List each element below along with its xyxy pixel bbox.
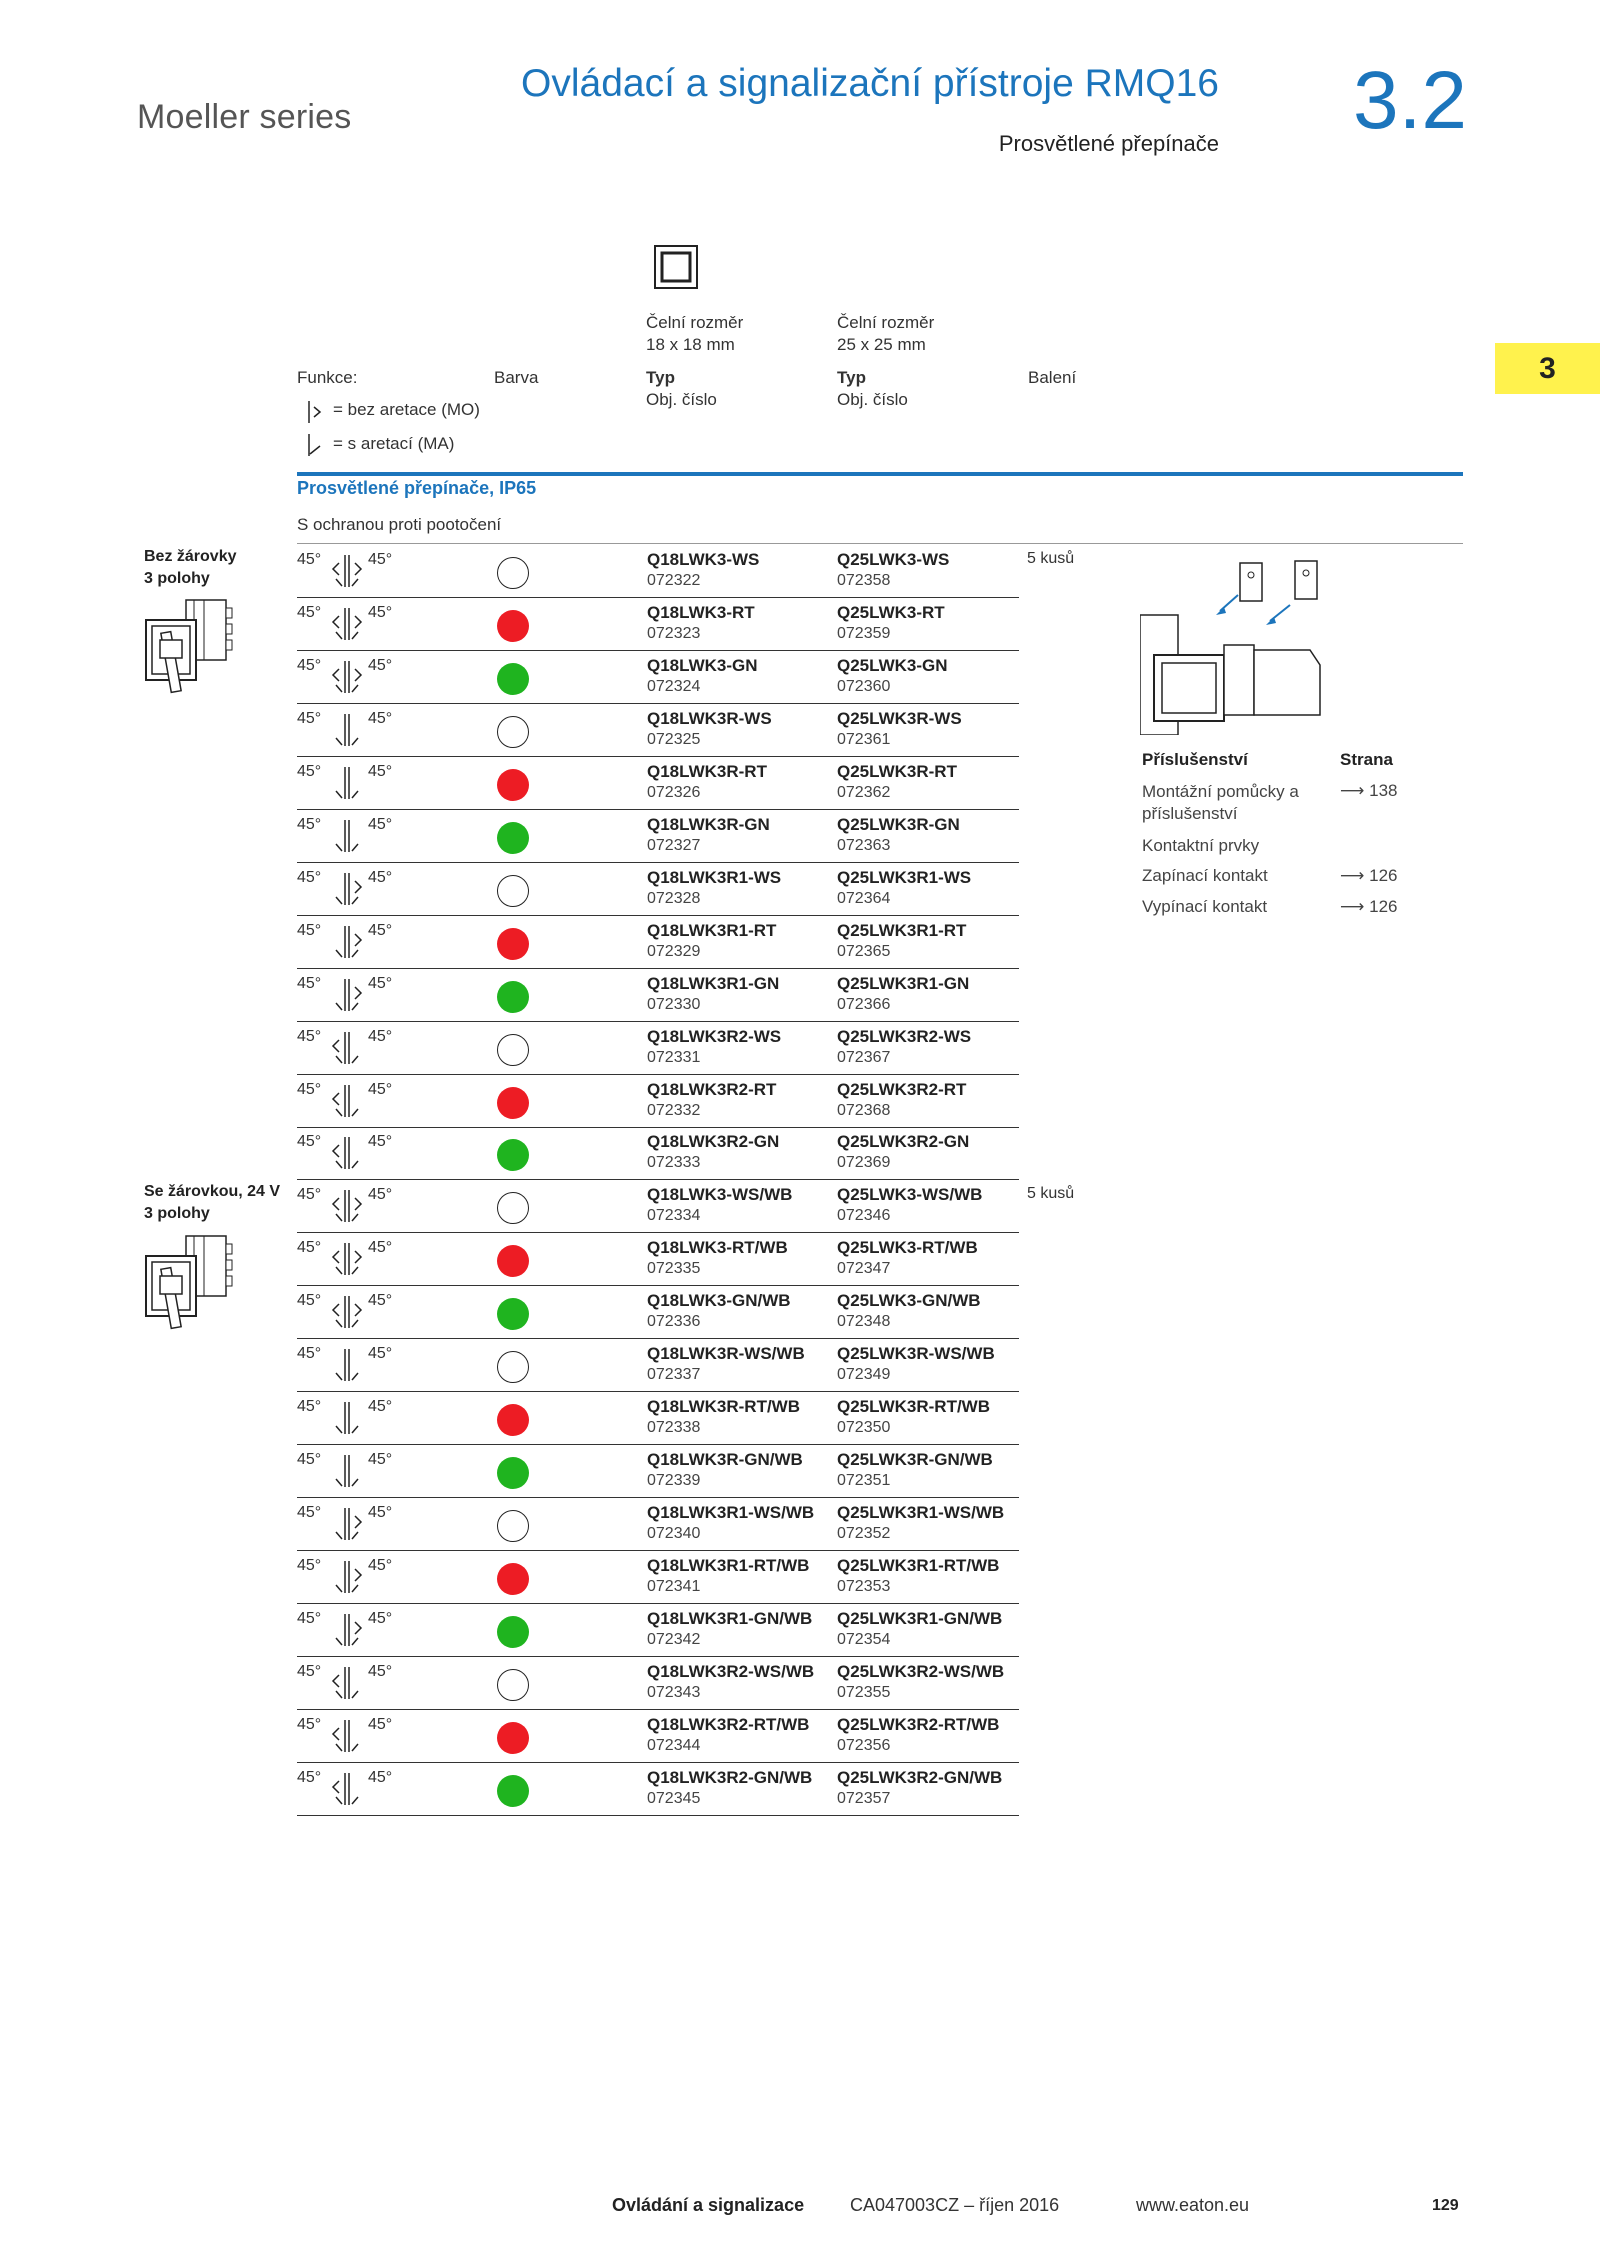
switch-function-icon [330, 712, 364, 748]
angle-left: 45° [297, 1080, 322, 1098]
angle-right: 45° [368, 1451, 393, 1469]
order-25mm: 072364 [837, 889, 891, 907]
lamp-color-white [497, 875, 529, 907]
lamp-color-green [497, 1775, 529, 1807]
order-25mm: 072367 [837, 1048, 891, 1066]
angle-left: 45° [297, 1557, 322, 1575]
table-row [297, 1075, 1019, 1128]
type-18mm[interactable]: Q18LWK3R2-RT/WB [647, 1714, 810, 1734]
type-18mm[interactable]: Q18LWK3R2-WS [647, 1026, 782, 1046]
page-heading: Strana [1340, 750, 1393, 769]
angle-right: 45° [368, 656, 393, 674]
lamp-color-white [497, 557, 529, 589]
angle-left: 45° [297, 974, 322, 992]
angle-right: 45° [368, 974, 393, 992]
order-18mm: 072342 [647, 1631, 701, 1648]
order-label-18: Obj. číslo [646, 390, 717, 409]
switch-function-icon [330, 765, 364, 801]
angle-right: 45° [368, 1292, 393, 1310]
type-25mm[interactable]: Q25LWK3-WS/WB [837, 1185, 983, 1205]
accessories-heading: Příslušenství [1142, 750, 1248, 769]
switch-function-icon [330, 1400, 364, 1436]
brand-name: Moeller series [137, 98, 352, 136]
angle-left: 45° [297, 603, 322, 621]
table-row [297, 810, 1019, 863]
type-25mm[interactable]: Q25LWK3R2-WS/WB [837, 1661, 1005, 1681]
order-25mm: 072368 [837, 1101, 891, 1119]
switch-function-icon [330, 1506, 364, 1542]
order-18mm: 072334 [647, 1207, 701, 1225]
order-25mm: 072354 [837, 1631, 891, 1648]
group-label-with-lamp [144, 1181, 280, 1225]
accessory-item-mounting[interactable]: Montážní pomůcky a příslušenství [1142, 782, 1299, 823]
type-18mm[interactable]: Q18LWK3-RT [647, 602, 755, 622]
packaging-label: Balení [1028, 368, 1077, 387]
angle-right: 45° [368, 815, 393, 833]
table-row [297, 1498, 1019, 1551]
angle-right: 45° [368, 1768, 393, 1786]
table-row [297, 1710, 1019, 1763]
angle-left: 45° [297, 1398, 322, 1416]
order-25mm: 072347 [837, 1260, 891, 1278]
type-25mm[interactable]: Q25LWK3R1-RT/WB [837, 1556, 1000, 1576]
switch-function-icon [330, 977, 364, 1013]
col1-dim-label: Čelní rozměr [646, 313, 744, 332]
col1-dim-value: 18 x 18 mm [646, 335, 735, 354]
angle-right: 45° [368, 762, 393, 780]
type-18mm[interactable]: Q18LWK3R1-GN [647, 973, 780, 993]
table-row [297, 545, 1075, 598]
order-25mm: 072365 [837, 942, 891, 960]
type-25mm[interactable]: Q25LWK3R1-WS [837, 867, 972, 887]
order-18mm: 072339 [647, 1472, 701, 1490]
angle-left: 45° [297, 1027, 322, 1045]
angle-right: 45° [368, 1715, 393, 1733]
angle-right: 45° [368, 921, 393, 939]
type-25mm[interactable]: Q25LWK3R1-GN/WB [837, 1609, 1003, 1628]
type-18mm[interactable]: Q18LWK3R-RT/WB [647, 1397, 800, 1417]
lamp-color-white [497, 1351, 529, 1383]
packaging-qty: 5 kusů [1027, 1185, 1075, 1203]
return-arrow-icon [306, 399, 324, 425]
function-label: Funkce: [297, 368, 358, 387]
angle-left: 45° [297, 1292, 322, 1310]
type-18mm[interactable]: Q18LWK3R-WS [647, 708, 772, 728]
switch-function-icon [330, 1294, 364, 1330]
order-25mm: 072369 [837, 1154, 891, 1172]
table-row [297, 863, 1019, 916]
angle-right: 45° [368, 1504, 393, 1522]
order-25mm: 072355 [837, 1683, 891, 1701]
right-arrow-icon: ⟶ [1340, 866, 1365, 885]
type-18mm[interactable]: Q18LWK3R-GN [647, 814, 770, 834]
angle-right: 45° [368, 1557, 393, 1575]
type-18mm[interactable]: Q18LWK3-GN [647, 655, 758, 675]
legend-mo: = bez aretace (MO) [333, 400, 480, 419]
page-title: Ovládací a signalizační přístroje RMQ16 [521, 62, 1219, 105]
chapter-tab[interactable]: 3 [1495, 343, 1600, 394]
type-25mm[interactable]: Q25LWK3R-RT/WB [837, 1397, 990, 1417]
selector-switch-image [144, 590, 244, 720]
angle-left: 45° [297, 1504, 322, 1522]
type-25mm[interactable]: Q25LWK3R2-WS [837, 1026, 972, 1046]
lamp-color-white [497, 1669, 529, 1701]
switch-function-icon [330, 1188, 364, 1224]
angle-left: 45° [297, 551, 322, 568]
type-25mm[interactable]: Q25LWK3R2-GN/WB [837, 1767, 1003, 1787]
group-title: Se žárovkou, 24 V [144, 1183, 281, 1200]
page-subtitle: Prosvětlené přepínače [998, 131, 1219, 156]
order-18mm: 072341 [647, 1578, 701, 1596]
switch-function-icon [330, 1771, 364, 1807]
lamp-color-green [497, 663, 529, 695]
footer-title: Ovládání a signalizace [612, 2195, 805, 2215]
angle-right: 45° [368, 1610, 393, 1627]
order-18mm: 072336 [647, 1313, 701, 1331]
order-25mm: 072356 [837, 1736, 891, 1754]
type-18mm[interactable]: Q18LWK3R-WS/WB [647, 1344, 805, 1364]
group-positions: 3 polohy [144, 1205, 210, 1222]
type-25mm[interactable]: Q25LWK3R1-WS/WB [837, 1503, 1005, 1523]
table-row [297, 1180, 1075, 1233]
accessory-item-contacts: Kontaktní prvky [1142, 836, 1260, 855]
lamp-color-green [497, 1298, 529, 1330]
angle-left: 45° [297, 1768, 322, 1786]
color-label: Barva [494, 368, 539, 387]
order-18mm: 072323 [647, 624, 701, 642]
order-18mm: 072330 [647, 995, 701, 1013]
order-25mm: 072358 [837, 572, 891, 589]
angle-left: 45° [297, 1186, 322, 1204]
order-25mm: 072362 [837, 783, 891, 801]
angle-right: 45° [368, 1080, 393, 1098]
type-25mm[interactable]: Q25LWK3R2-GN [837, 1132, 970, 1152]
switch-function-icon [330, 1083, 364, 1119]
order-18mm: 072333 [647, 1154, 701, 1172]
accessory-item-make-contact[interactable]: Zapínací kontakt [1142, 866, 1268, 885]
angle-right: 45° [368, 868, 393, 886]
group-label-without-lamp [144, 546, 237, 590]
lamp-color-green [497, 981, 529, 1013]
order-18mm: 072328 [647, 889, 701, 907]
page-number: 129 [1432, 2197, 1459, 2214]
order-25mm: 072349 [837, 1366, 891, 1384]
table-row [297, 651, 1019, 704]
packaging-qty: 5 kusů [1027, 550, 1075, 567]
type-25mm[interactable]: Q25LWK3-WS [837, 550, 950, 569]
order-25mm: 072352 [837, 1525, 891, 1543]
switch-function-icon [330, 1135, 364, 1171]
footer-code: CA047003CZ – říjen 2016 [850, 2195, 1060, 2215]
type-18mm[interactable]: Q18LWK3-GN/WB [647, 1291, 791, 1311]
right-arrow-icon: ⟶ [1340, 781, 1365, 800]
type-25mm[interactable]: Q25LWK3-GN [837, 655, 948, 675]
order-18mm: 072343 [647, 1683, 701, 1701]
switch-function-icon [330, 606, 364, 642]
table-row [297, 969, 1019, 1022]
lamp-color-red [497, 769, 529, 801]
switch-function-icon [330, 1559, 364, 1595]
table-row [297, 916, 1019, 969]
table-row [297, 1445, 1019, 1498]
order-18mm: 072331 [647, 1048, 701, 1066]
type-25mm[interactable]: Q25LWK3-RT/WB [837, 1238, 978, 1258]
group-title: Bez žárovky [144, 548, 237, 565]
page-ref: 138 [1369, 781, 1398, 800]
page-ref: 126 [1369, 897, 1398, 916]
table-row [297, 757, 1019, 810]
table-row [297, 598, 1019, 651]
lamp-color-white [497, 1192, 529, 1224]
order-25mm: 072361 [837, 730, 891, 748]
type-25mm[interactable]: Q25LWK3R-GN [837, 814, 960, 834]
lamp-color-green [497, 822, 529, 854]
type-18mm[interactable]: Q18LWK3R1-WS/WB [647, 1503, 815, 1523]
col2-dim-value: 25 x 25 mm [837, 335, 926, 354]
accessory-page-break-contact[interactable] [1340, 897, 1397, 917]
type-18mm[interactable]: Q18LWK3R2-GN/WB [647, 1767, 813, 1787]
lamp-color-green [497, 1457, 529, 1489]
switch-function-icon [330, 659, 364, 695]
angle-left: 45° [297, 1239, 322, 1257]
lamp-color-red [497, 928, 529, 960]
angle-right: 45° [368, 603, 393, 621]
order-25mm: 072351 [837, 1472, 891, 1490]
angle-left: 45° [297, 1345, 322, 1363]
group-positions: 3 polohy [144, 570, 210, 587]
angle-right: 45° [368, 1186, 393, 1204]
angle-left: 45° [297, 1662, 322, 1680]
switch-function-icon [330, 1030, 364, 1066]
accessory-item-break-contact[interactable]: Vypínací kontakt [1142, 897, 1268, 916]
angle-left: 45° [297, 1610, 322, 1627]
lamp-color-red [497, 1245, 529, 1277]
type-label-25: Typ [837, 368, 866, 387]
table-row [297, 1551, 1019, 1604]
type-18mm[interactable]: Q18LWK3R2-RT [647, 1079, 777, 1099]
legend-ma: = s aretací (MA) [333, 434, 455, 453]
order-18mm: 072325 [647, 730, 701, 748]
type-25mm[interactable]: Q25LWK3R-WS [837, 708, 962, 728]
type-18mm[interactable]: Q18LWK3R2-GN [647, 1132, 780, 1152]
order-18mm: 072345 [647, 1789, 701, 1807]
order-18mm: 072332 [647, 1101, 701, 1119]
type-18mm[interactable]: Q18LWK3R2-WS/WB [647, 1661, 815, 1681]
square-front-icon [654, 245, 698, 289]
type-25mm[interactable]: Q25LWK3R1-RT [837, 920, 967, 940]
type-18mm[interactable]: Q18LWK3R-GN/WB [647, 1450, 803, 1470]
row-divider [297, 1815, 1019, 1816]
table-row [297, 1392, 1019, 1445]
lamp-color-white [497, 1510, 529, 1542]
selector-switch-lamp-image [144, 1226, 244, 1356]
lamp-color-green [497, 1616, 529, 1648]
angle-left: 45° [297, 1451, 322, 1469]
angle-right: 45° [368, 1027, 393, 1045]
lamp-color-white [497, 716, 529, 748]
type-25mm[interactable]: Q25LWK3R-GN/WB [837, 1450, 993, 1470]
angle-left: 45° [297, 762, 322, 780]
angle-left: 45° [297, 1133, 322, 1151]
table-row [297, 1657, 1019, 1710]
type-25mm[interactable]: Q25LWK3R-RT [837, 761, 957, 781]
lamp-color-red [497, 1563, 529, 1595]
order-18mm: 072344 [647, 1736, 701, 1754]
type-18mm[interactable]: Q18LWK3R1-WS [647, 867, 782, 887]
type-25mm[interactable]: Q25LWK3R2-RT [837, 1079, 967, 1099]
angle-left: 45° [297, 1715, 322, 1733]
order-18mm: 072322 [647, 572, 701, 589]
col2-dim-label: Čelní rozměr [837, 313, 935, 332]
switch-function-icon [330, 1347, 364, 1383]
section-number: 3.2 [1353, 55, 1467, 146]
angle-left: 45° [297, 868, 322, 886]
type-18mm[interactable]: Q18LWK3R1-GN/WB [647, 1609, 813, 1628]
lamp-color-red [497, 1722, 529, 1754]
angle-left: 45° [297, 921, 322, 939]
lamp-color-red [497, 1087, 529, 1119]
type-18mm[interactable]: Q18LWK3R1-RT/WB [647, 1556, 810, 1576]
order-18mm: 072337 [647, 1366, 701, 1384]
angle-right: 45° [368, 1133, 393, 1151]
table-row [297, 1339, 1019, 1392]
order-label-25: Obj. číslo [837, 390, 908, 409]
order-18mm: 072338 [647, 1419, 701, 1437]
switch-function-icon [330, 1241, 364, 1277]
table-row [297, 1763, 1019, 1816]
order-18mm: 072326 [647, 783, 701, 801]
switch-function-icon [330, 553, 364, 589]
order-25mm: 072350 [837, 1419, 891, 1437]
lamp-color-green [497, 1139, 529, 1171]
switch-function-icon [330, 1453, 364, 1489]
type-18mm[interactable]: Q18LWK3R1-RT [647, 920, 777, 940]
type-18mm[interactable]: Q18LWK3-RT/WB [647, 1238, 788, 1258]
accessory-page-make-contact[interactable] [1340, 866, 1397, 886]
type-25mm[interactable]: Q25LWK3R-WS/WB [837, 1344, 995, 1364]
switch-function-icon [330, 871, 364, 907]
section-divider [297, 472, 1463, 476]
type-18mm[interactable]: Q18LWK3-WS [647, 550, 760, 569]
accessory-page-mounting[interactable] [1340, 781, 1397, 801]
angle-right: 45° [368, 709, 393, 727]
type-label-18: Typ [646, 368, 675, 387]
lamp-color-white [497, 1034, 529, 1066]
table-row [297, 1233, 1019, 1286]
order-25mm: 072366 [837, 995, 891, 1013]
angle-right: 45° [368, 1662, 393, 1680]
assembly-illustration [1140, 555, 1360, 735]
angle-left: 45° [297, 656, 322, 674]
section-title: Prosvětlené přepínače, IP65 [297, 478, 537, 498]
right-arrow-icon: ⟶ [1340, 897, 1365, 916]
order-18mm: 072340 [647, 1525, 701, 1543]
lamp-color-red [497, 1404, 529, 1436]
latch-arrow-icon [306, 432, 324, 458]
type-25mm[interactable]: Q25LWK3-RT [837, 602, 945, 622]
table-row [297, 1604, 1019, 1657]
type-25mm[interactable]: Q25LWK3R1-GN [837, 973, 970, 993]
subsection-title: S ochranou proti pootočení [297, 515, 502, 534]
table-row [297, 704, 1019, 757]
type-18mm[interactable]: Q18LWK3-WS/WB [647, 1185, 793, 1205]
switch-function-icon [330, 1612, 364, 1648]
order-25mm: 072348 [837, 1313, 891, 1331]
order-25mm: 072363 [837, 836, 891, 854]
order-18mm: 072327 [647, 836, 701, 854]
lamp-color-red [497, 610, 529, 642]
switch-function-icon [330, 1665, 364, 1701]
order-18mm: 072329 [647, 942, 701, 960]
table-row [297, 1127, 1019, 1180]
type-18mm[interactable]: Q18LWK3R-RT [647, 761, 767, 781]
page-ref: 126 [1369, 866, 1398, 885]
order-25mm: 072359 [837, 624, 891, 642]
angle-right: 45° [368, 1239, 393, 1257]
angle-left: 45° [297, 709, 322, 727]
subsection-divider [297, 543, 1463, 544]
order-25mm: 072357 [837, 1789, 891, 1807]
order-18mm: 072324 [647, 677, 701, 695]
type-25mm[interactable]: Q25LWK3R2-RT/WB [837, 1714, 1000, 1734]
switch-function-icon [330, 818, 364, 854]
order-18mm: 072335 [647, 1260, 701, 1278]
order-25mm: 072360 [837, 677, 891, 695]
order-25mm: 072353 [837, 1578, 891, 1596]
order-25mm: 072346 [837, 1207, 891, 1225]
angle-right: 45° [368, 1398, 393, 1416]
angle-right: 45° [368, 551, 393, 568]
type-25mm[interactable]: Q25LWK3-GN/WB [837, 1291, 981, 1311]
table-row [297, 1022, 1019, 1075]
angle-right: 45° [368, 1345, 393, 1363]
table-row [297, 1286, 1019, 1339]
switch-function-icon [330, 924, 364, 960]
angle-left: 45° [297, 815, 322, 833]
switch-function-icon [330, 1718, 364, 1754]
footer-website[interactable]: www.eaton.eu [1136, 2195, 1250, 2215]
